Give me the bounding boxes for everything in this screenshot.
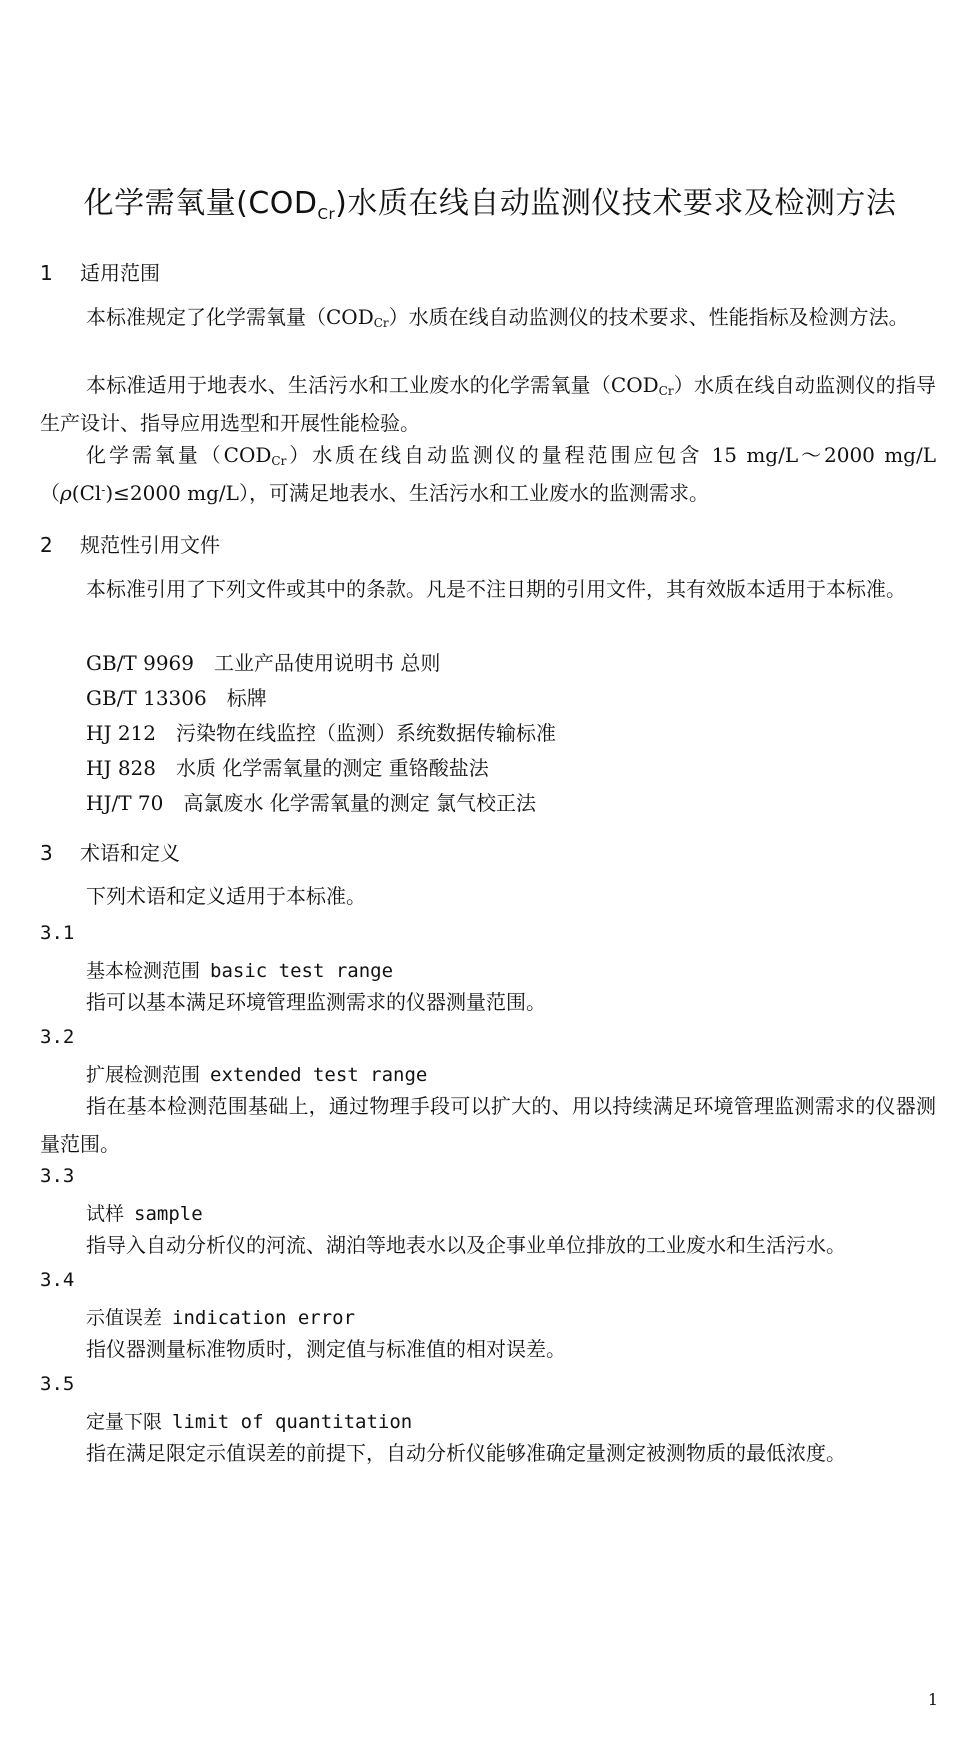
term-entry: 示值误差 indication error bbox=[86, 1307, 356, 1329]
clause-number: 3.4 bbox=[40, 1269, 75, 1291]
reference-item: GB/T 9969 工业产品使用说明书 总则 bbox=[86, 651, 441, 675]
clause-number: 3.5 bbox=[40, 1373, 75, 1395]
term-entry: 扩展检测范围 extended test range bbox=[86, 1064, 428, 1086]
clause-number: 3.2 bbox=[40, 1026, 75, 1048]
scope-paragraph-1: 本标准规定了化学需氧量$(COD_{Cr})$水质在线自动监测仪的技术要求、性能指标及检测方法。 bbox=[86, 305, 909, 330]
term-definition: 指在满足限定示值误差的前提下，自动分析仪能够准确定量测定被测物质的最低浓度。 bbox=[86, 1441, 846, 1465]
reference-item: HJ 212 污染物在线监控（监测）系统数据传输标准 bbox=[86, 721, 556, 745]
term-definition: 指在基本检测范围基础上，通过物理手段可以扩大的、用以持续满足环境管理监测需求的仪器测量范围。 bbox=[40, 1094, 936, 1156]
term-definition: 指仪器测量标准物质时，测定值与标准值的相对误差。 bbox=[86, 1337, 566, 1361]
term-definition: 指可以基本满足环境管理监测需求的仪器测量范围。 bbox=[86, 990, 546, 1014]
document-title: 化学需氧量$(COD_{Cr})$水质在线自动监测仪技术要求及检测方法 bbox=[83, 186, 897, 223]
scope-paragraph-2: 本标准适用于地表水、生活污水和工业废水的化学需氧量$(COD_{Cr})$水质在线自动监测仪的指导生产设计、指导应用选型和开展性能检验。 bbox=[40, 373, 937, 435]
clause-number: 3.3 bbox=[40, 1165, 75, 1187]
section-heading-2: 2 规范性引用文件 bbox=[40, 533, 220, 557]
reference-item: GB/T 13306 标牌 bbox=[86, 686, 267, 710]
page-number: 1 bbox=[927, 1690, 938, 1709]
reference-item: HJ 828 水质 化学需氧量的测定 重铬酸盐法 bbox=[86, 756, 489, 780]
term-entry: 定量下限 limit of quantitation bbox=[86, 1411, 413, 1433]
section-heading-3: 3 术语和定义 bbox=[40, 841, 180, 865]
section-heading-1: 1 适用范围 bbox=[40, 261, 160, 285]
references-intro: 本标准引用了下列文件或其中的条款。凡是不注日期的引用文件，其有效版本适用于本标准。 bbox=[86, 577, 906, 601]
term-definition: 指导入自动分析仪的河流、湖泊等地表水以及企事业单位排放的工业废水和生活污水。 bbox=[86, 1233, 846, 1257]
clause-number: 3.1 bbox=[40, 922, 75, 944]
reference-item: HJ/T 70 高氯废水 化学需氧量的测定 氯气校正法 bbox=[86, 791, 537, 815]
term-entry: 试样 sample bbox=[86, 1203, 203, 1225]
term-entry: 基本检测范围 basic test range bbox=[86, 960, 394, 982]
scope-paragraph-3: 化学需氧量$(COD_{Cr})$水质在线自动监测仪的量程范围应包含 15 mg/L～2000 mg/L（ρ(Cl-)≤2000 mg/L），可满足地表水、生活污水和工业废水的监测需求。 bbox=[40, 443, 936, 505]
terms-intro: 下列术语和定义适用于本标准。 bbox=[86, 884, 366, 908]
